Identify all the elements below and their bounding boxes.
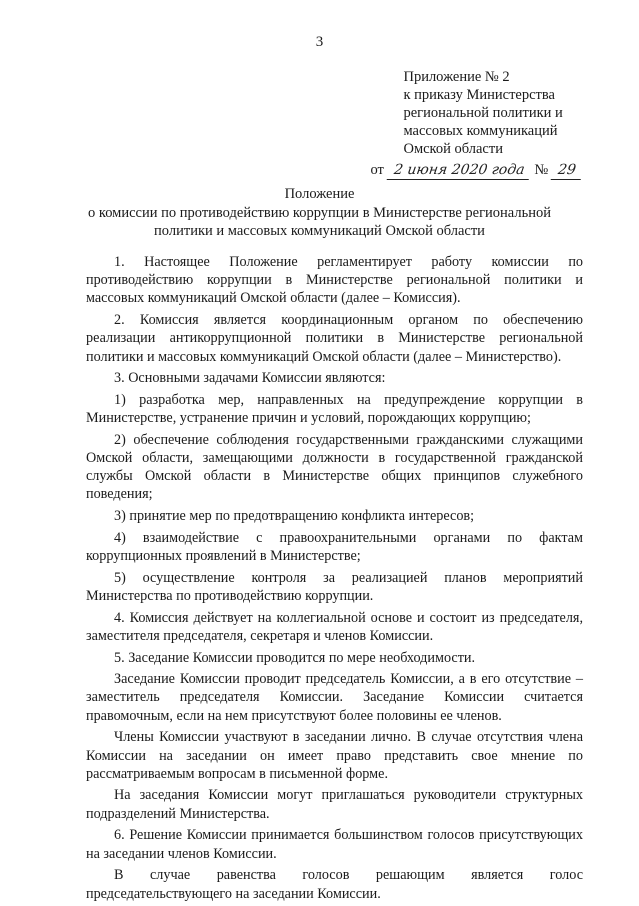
appendix-line: Омской области bbox=[403, 141, 503, 157]
appendix-block bbox=[370, 68, 582, 180]
body-paragraph: 3. Основными задачами Комиссии являются: bbox=[114, 370, 386, 387]
body-paragraph: 6. Решение Комиссии принимается большинством голосов присутствующих на заседании членов Комиссии. bbox=[86, 827, 583, 862]
body-paragraph: 1. Настоящее Положение регламентирует работу комиссии по противодействию коррупции в Министерстве региональной политики и массовых коммуникаций Омской области (далее – Комиссия). bbox=[86, 254, 583, 307]
appendix-line: к приказу Министерства bbox=[403, 87, 555, 103]
body-paragraph: 3) принятие мер по предотвращению конфликта интересов; bbox=[114, 508, 475, 525]
body-paragraph: Члены Комиссии участвуют в заседании лично. В случае отсутствия члена Комиссии на заседании он имеет право представить свое мнение по рассматриваемым вопросам в письменной форме. bbox=[86, 729, 583, 782]
title-subtitle-line: политики и массовых коммуникаций Омской области bbox=[154, 223, 485, 239]
handwritten-date: 2 июня 2020 года bbox=[387, 161, 532, 180]
date-prefix: от bbox=[370, 162, 384, 178]
page-number: 3 bbox=[315, 34, 324, 50]
body-paragraph: 4. Комиссия действует на коллегиальной основе и состоит из председателя, заместителя председателя, секретаря и членов Комиссии. bbox=[86, 609, 583, 644]
appendix-line: региональной политики и bbox=[403, 105, 563, 121]
body-paragraph: 4) взаимодействие с правоохранительными органами по фактам коррупционных проявлений в Министерстве; bbox=[86, 529, 583, 565]
order-date-line bbox=[370, 161, 582, 180]
title-subtitle-line: о комиссии по противодействию коррупции в Министерстве региональной bbox=[88, 204, 551, 221]
document-body bbox=[86, 253, 583, 906]
appendix-line: массовых коммуникаций bbox=[403, 123, 558, 139]
number-label: № bbox=[534, 162, 549, 178]
body-paragraph: 2. Комиссия является координационным органом по обеспечению реализации антикоррупционной политики в Министерстве региональной политики и массовых коммуникаций Омской области (далее – Министерство). bbox=[86, 312, 583, 365]
body-paragraph: На заседания Комиссии могут приглашаться руководители структурных подразделений Министерства. bbox=[86, 787, 583, 822]
body-paragraph: 2) обеспечение соблюдения государственными гражданскими служащими Омской области, замещающими должности в государственной гражданской службы Омской области в Министерстве общих принципов служебного поведения; bbox=[86, 431, 583, 503]
title-heading: Положение bbox=[284, 186, 355, 202]
body-paragraph: В случае равенства голосов решающим является голос председательствующего на заседании Комиссии. bbox=[86, 867, 583, 902]
body-paragraph: 5) осуществление контроля за реализацией планов мероприятий Министерства по противодействию коррупции. bbox=[86, 569, 583, 604]
body-paragraph: 1) разработка мер, направленных на предупреждение коррупции в Министерстве, устранение причин и условий, порождающих коррупцию; bbox=[86, 391, 583, 427]
body-paragraph: 5. Заседание Комиссии проводится по мере необходимости. bbox=[114, 649, 476, 666]
handwritten-number: 29 bbox=[551, 161, 583, 180]
appendix-line: Приложение № 2 bbox=[403, 69, 510, 85]
document-title bbox=[0, 185, 639, 241]
body-paragraph: Заседание Комиссии проводит председатель Комиссии, а в его отсутствие – заместитель председателя Комиссии. Заседание Комиссии считается правомочным, если на нем присутствуют более половины ее членов. bbox=[86, 671, 583, 724]
